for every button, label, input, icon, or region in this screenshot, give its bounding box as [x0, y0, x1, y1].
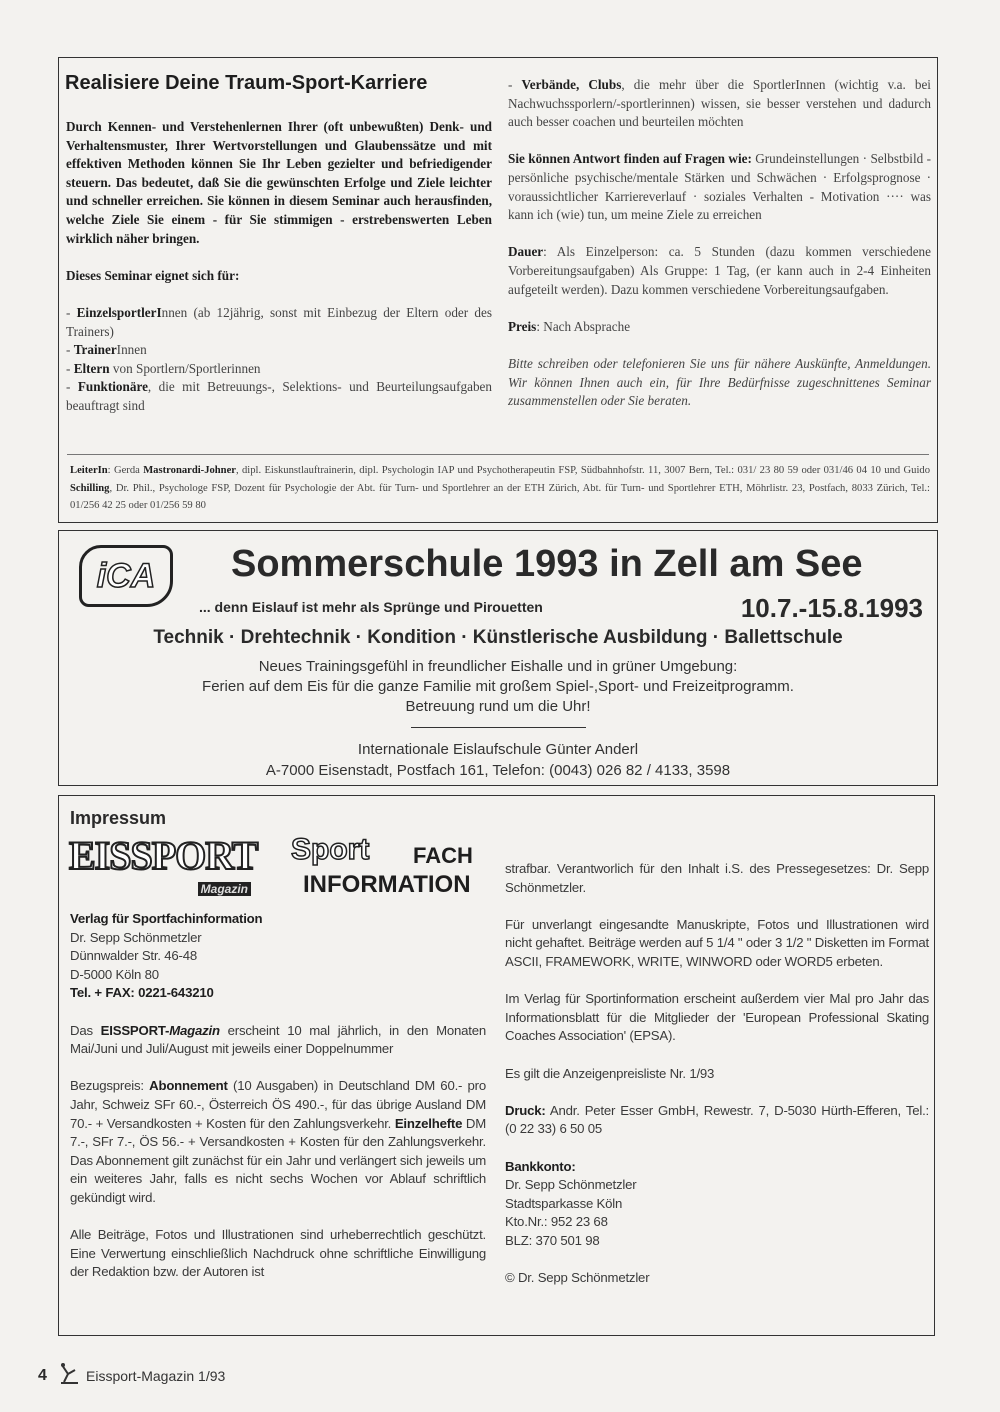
text-segment: Stadtsparkasse Köln — [505, 1195, 623, 1211]
text-segment: BLZ: 370 501 98 — [505, 1232, 600, 1248]
text-segment: Es gilt die Anzeigenpreisliste Nr. 1/93 — [505, 1065, 715, 1081]
seminar-leaders — [70, 462, 930, 515]
text-segment: , dipl. Eiskunstlauftrainerin, dipl. Psychologin IAP und Psychotherapeutin FSP, Südbahnhofstr. 11, 3007 Bern, Tel.: 031/ 23 80 59 oder 031/46 04 10 und Guido — [235, 465, 930, 476]
ad-topics: Technik · Drehtechnik · Kondition · Künstlerische Ausbildung · Ballettschule — [153, 627, 843, 648]
text-segment: - — [508, 77, 522, 92]
text-segment: Dünnwalder Str. 46-48 — [70, 948, 198, 964]
text-segment: Eltern — [73, 360, 110, 376]
contact-note — [508, 355, 931, 411]
text-segment: D-5000 Köln 80 — [70, 966, 159, 982]
publisher-line — [70, 984, 486, 1003]
sportfach-logo-fach: FACH — [413, 843, 473, 868]
text-segment: : Nach Absprache — [536, 318, 631, 334]
eissport-logo — [69, 834, 259, 904]
bank-line — [505, 1195, 929, 1214]
text-segment: Abonnement — [149, 1078, 228, 1094]
text-segment: Tel. + FAX: 0221-643210 — [70, 985, 214, 1001]
price — [508, 318, 931, 337]
text-segment: - — [66, 379, 78, 395]
ad-line: Betreuung rund um die Uhr! — [405, 698, 591, 715]
text-segment: Sie können Antwort finden auf Fragen wie: — [508, 151, 752, 167]
suited-item — [66, 378, 492, 415]
ad-contact — [59, 739, 937, 781]
text-segment: , die mit Betreuungs-, Selektions- und Beurteilungsaufgaben beauftragt sind — [66, 379, 492, 413]
ica-logo — [79, 545, 173, 607]
text-segment: (10 Ausgaben) in Deutschland DM 60.- pro Jahr, Schweiz SFr 60.-, Österreich ÖS 490.-, für das übrige Ausland DM 70.- + Versandkosten + Kosten für den Zahlungsverkehr. — [70, 1078, 486, 1131]
text-segment: Verbände, Clubs — [521, 77, 622, 92]
text-segment: Durch Kennen- und Verstehenlernen Ihrer (oft unbewußten) Denk- und Verhaltensmuster, Ihrer Wertvorstellungen und Glaubenssätze und mit effektiven Methoden können Sie Ihr Leben gezielter und befriedigender steuern. Das bedeutet, daß Sie die gewünschten Erfolge und Ziele leichter und schneller erreichen. Sie können in diesem Seminar auch herausfinden, welche Ziele Sie einem - für Sie stimmigen - erstrebenswerten Leben wirklich näher bringen. — [66, 119, 492, 246]
text-segment: Bankkonto: — [505, 1158, 576, 1174]
impressum-paragraph — [505, 860, 929, 897]
text-segment: : Gerda — [107, 465, 144, 476]
skater-icon — [58, 1362, 80, 1391]
suited-item — [66, 360, 492, 379]
sportfach-logo-information: INFORMATION — [303, 871, 471, 898]
bank-line — [505, 1158, 929, 1177]
text-segment: Verlag für Sportfachinformation — [70, 911, 263, 926]
text-segment: Bezugspreis: — [70, 1078, 150, 1094]
questions — [508, 150, 931, 224]
text-segment: EISSPORT- — [100, 1022, 170, 1038]
suited-item — [66, 304, 492, 341]
text-segment: Funktionäre — [77, 379, 148, 395]
text-segment: © Dr. Sepp Schönmetzler — [505, 1270, 650, 1286]
text-segment: Dieses Seminar eignet sich für: — [66, 267, 240, 283]
impressum-paragraph — [505, 916, 929, 972]
ad-divider — [411, 727, 586, 728]
summer-school-ad — [58, 530, 938, 786]
ad-tagline: ... denn Eislauf ist mehr als Sprünge und Pirouetten — [199, 599, 543, 615]
text-segment: Für unverlangt eingesandte Manuskripte, Fotos und Illustrationen wird nicht gehaftet. Beiträge werden auf 5 1/4 " oder 3 1/2 " Disketten im Format ASCII, FRAMEWORK, WRITE, WINWORD oder WORD5 erbeten. — [505, 916, 929, 969]
text-segment: strafbar. Verantworlich für den Inhalt i.S. des Pressegesetzes: Dr. Sepp Schönmetzler. — [505, 861, 929, 895]
suited-heading — [66, 267, 492, 286]
text-segment: LeiterIn — [70, 465, 108, 476]
text-segment: nnen (ab 12jährig, sonst mit Einbezug der Eltern oder des Trainers) — [66, 304, 492, 339]
copyright — [505, 1269, 929, 1288]
text-segment: Druck: — [505, 1102, 546, 1118]
text-segment: EinzelsportlerI — [76, 304, 162, 320]
text-segment: Dr. Sepp Schönmetzler — [70, 929, 202, 945]
bank-line — [505, 1232, 929, 1251]
publisher-line — [70, 966, 486, 985]
impressum-paragraph — [70, 1077, 486, 1207]
text-segment: Dauer — [508, 244, 544, 260]
ad-line: Ferien auf dem Eis für die ganze Familie mit großem Spiel-,Sport- und Freizeitprogramm. — [202, 678, 794, 695]
bank-line — [505, 1176, 929, 1195]
eissport-logo-sub: Magazin — [198, 882, 251, 896]
impressum-box — [58, 795, 935, 1336]
text-segment: erscheint 10 mal jährlich, in den Monaten Mai/Juni und Juli/August mit jeweils einer Doppelnummer — [70, 1022, 486, 1057]
impressum-paragraph — [505, 1102, 929, 1139]
impressum-paragraph — [70, 1226, 486, 1282]
publisher-line — [70, 910, 486, 929]
seminar-box — [58, 57, 938, 523]
magazine-issue: Eissport-Magazin 1/93 — [86, 1368, 226, 1384]
impressum-paragraph — [505, 990, 929, 1046]
text-segment: : Als Einzelperson: ca. 5 Stunden (dazu kommen verschiedene Vorbereitungsaufgaben) Als Gruppe: 1 Tag, (er kann auch in 2-4 Einheiten aufgeteilt werden). Dazu kommen verschiedene Vorbereitungsaufgaben. — [508, 244, 931, 297]
divider — [67, 454, 929, 455]
text-segment: Das — [70, 1022, 101, 1038]
text-segment: - — [66, 342, 74, 358]
seminar-left-column — [66, 118, 492, 416]
text-segment: Alle Beiträge, Fotos und Illustrationen sind urheberrechtlich geschützt. Eine Verwertung einschließlich Nachdruck ohne schriftliche Einwilligung der Redaktion bzw. der Autoren ist — [70, 1227, 486, 1280]
sportfach-logo-sport: Sport — [291, 833, 370, 866]
text-segment: Dr. Sepp Schönmetzler — [505, 1177, 637, 1193]
ad-dates: 10.7.-15.8.1993 — [740, 593, 923, 623]
text-segment: Einzelhefte — [394, 1115, 463, 1131]
text-segment: Kto.Nr.: 952 23 68 — [505, 1214, 608, 1230]
ad-text — [59, 657, 937, 717]
text-segment: , Dr. Phil., Psychologe FSP, Dozent für Psychologie der Abt. für Turn- und Sportlehrer an der ETH Zürich, Abt. für Turn- und Sportlehrer ETH, Möhrlistr. 23, Postfach, 8033 Zürich, Tel.: 01/256 42 25 oder 01/256 59 80 — [70, 482, 930, 511]
seminar-intro — [66, 118, 492, 248]
ica-logo-text: iCA — [96, 556, 156, 595]
text-segment: Innen — [116, 342, 147, 358]
impressum-right-column — [505, 860, 929, 1288]
impressum-heading: Impressum — [70, 808, 167, 828]
text-segment: - — [66, 304, 77, 320]
text-segment: Bitte schreiben oder telefonieren Sie uns für nähere Auskünfte, Anmeldungen. Wir können Ihnen auch ein, für Ihre Bedürfnisse zugeschnittenes Seminar zusammenstellen oder Sie beraten. — [508, 355, 931, 409]
seminar-right-column — [508, 76, 931, 411]
text-segment: DM 7.-, SFr 7.-, ÖS 56.- + Versandkosten + Kosten für den Zahlungsverkehr. Das Abonnement gilt zunächst für ein Jahr und verlängert sich jeweils um ein weiteres Jahr, falls es nicht sechs Wochen vor Ablauf schriftlich gekündigt wird. — [70, 1115, 486, 1205]
bank-line — [505, 1213, 929, 1232]
text-segment: Grundeinstellungen · Selbstbild - persönliche psychische/mentale Stärken und Schwächen · Erfolgsprognose · voraussichtlicher Karriereverlauf · soziales Verhalten - Motivation ···· was kann ich (wie) tun, um meine Ziele zu erreichen — [508, 151, 931, 223]
impressum-paragraph — [505, 1065, 929, 1084]
ad-title: Sommerschule 1993 in Zell am See — [231, 543, 863, 585]
page-number: 4 — [38, 1367, 47, 1384]
publisher-line — [70, 947, 486, 966]
text-segment: Magazin — [169, 1022, 220, 1038]
text-segment: Mastronardi-Johner — [143, 465, 236, 476]
sportfach-logo — [291, 834, 491, 900]
seminar-title: Realisiere Deine Traum-Sport-Karriere — [65, 72, 428, 94]
text-segment: Schilling — [70, 482, 110, 494]
ad-org: Internationale Eislaufschule Günter Anderl — [357, 741, 639, 758]
duration — [508, 243, 931, 299]
suited-item — [508, 76, 931, 132]
ad-line: Neues Trainingsgefühl in freundlicher Eishalle und in grüner Umgebung: — [258, 658, 738, 675]
text-segment: , die mehr über die SportlerInnen (wichtig v.a. bei Nachwuchssporlern/-sportlerinnen) wissen, sie besser verstehen und dadurch auch besser coachen und beurteilen möchten — [508, 77, 931, 130]
impressum-left-column — [70, 910, 486, 1282]
eissport-logo-text: EISSPORT — [69, 833, 258, 878]
text-segment: - — [66, 360, 74, 376]
publisher-line — [70, 929, 486, 948]
impressum-paragraph — [70, 1022, 486, 1059]
suited-item — [66, 341, 492, 360]
text-segment: Trainer — [73, 342, 117, 358]
text-segment: Andr. Peter Esser GmbH, Rewestr. 7, D-5030 Hürth-Efferen, Tel.: (0 22 33) 6 50 05 — [505, 1102, 929, 1137]
text-segment: Im Verlag für Sportinformation erscheint außerdem vier Mal pro Jahr das Informationsblatt für die Mitglieder der 'European Professional Skating Coaches Association' (EPSA). — [505, 991, 929, 1044]
text-segment: Preis — [508, 318, 537, 334]
text-segment: von Sportlern/Sportlerinnen — [109, 360, 261, 376]
ad-address: A-7000 Eisenstadt, Postfach 161, Telefon: (0043) 026 82 / 4133, 3598 — [265, 762, 731, 779]
